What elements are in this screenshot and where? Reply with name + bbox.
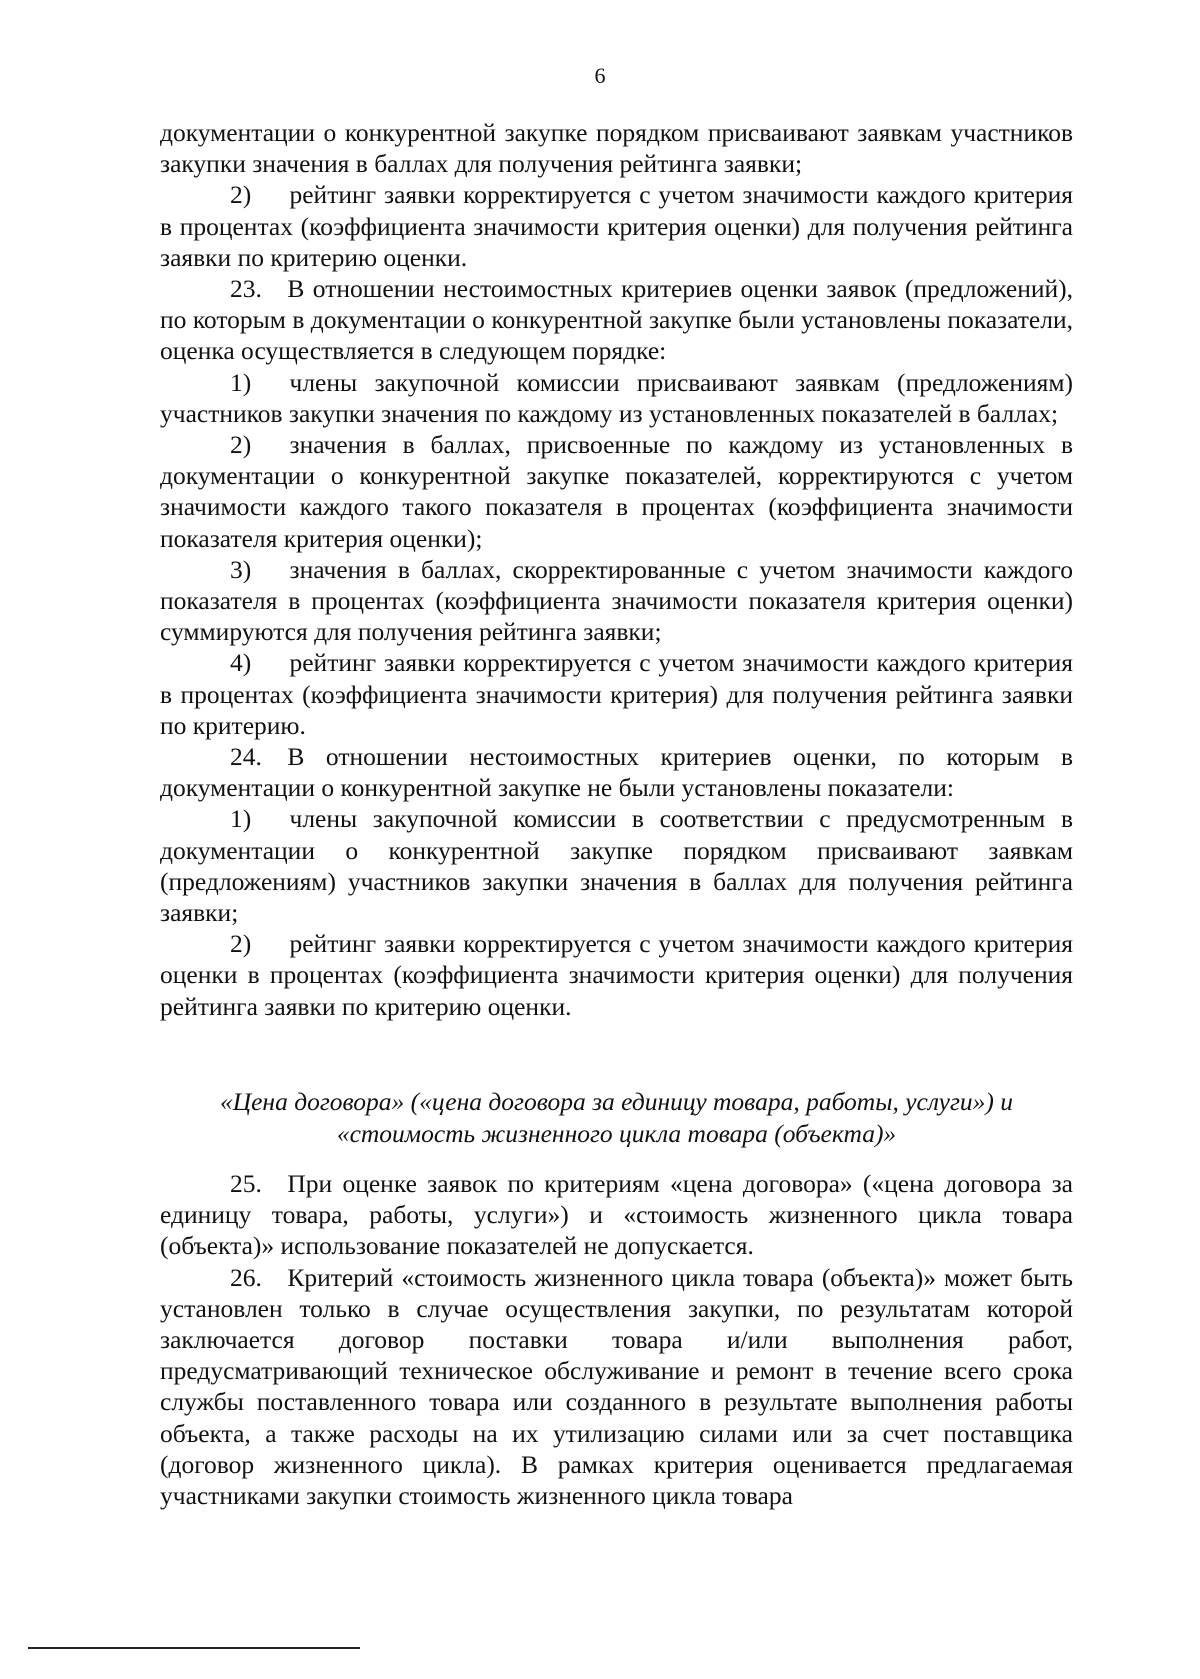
body-text-top: [160, 117, 1073, 1022]
paragraph-clause-25: 25. При оценке заявок по критериям «цена договора» («цена договора за единицу товара, работы, услуги») и «стоимость жизненного цикла товара (объекта)» использование показателей не допускается.: [160, 1169, 1073, 1261]
paragraph-item: 1) члены закупочной комиссии в соответствии с предусмотренным в документации о конкурентной закупке порядком присваивают заявкам (предложениям) участников закупки значения в баллах для получения рейтинга заявки;: [160, 804, 1073, 928]
paragraph-clause-26: 26. Критерий «стоимость жизненного цикла товара (объекта)» может быть установлен только в случае осуществления закупки, по результатам которой заключается договор поставки товара и/или выполнения работ, предусматривающий техническое обслуживание и ремонт в течение всего срока службы поставленного товара или созданного в результате выполнения работы объекта, а также расходы на их утилизацию силами или за счет поставщика (договор жизненного цикла). В рамках критерия оценивается предлагаемая участниками закупки стоимость жизненного цикла товара: [160, 1262, 1073, 1511]
footnote-divider: [28, 1647, 360, 1649]
paragraph-item: 3) значения в баллах, скорректированные с учетом значимости каждого показателя в процентах (коэффициента значимости показателя критерия оценки) суммируются для получения рейтинга заявки;: [160, 554, 1073, 647]
page-number: 6: [594, 63, 606, 88]
paragraph-clause-24: 24. В отношении нестоимостных критериев оценки, по которым в документации о конкурентной закупке не были установлены показатели:: [160, 742, 1073, 803]
paragraph-item: 1) члены закупочной комиссии присваивают заявкам (предложениям) участников закупки значения по каждому из установленных показателей в баллах;: [160, 367, 1073, 428]
paragraph-item: 2) рейтинг заявки корректируется с учетом значимости каждого критерия оценки в процентах (коэффициента значимости критерия оценки) для получения рейтинга заявки по критерию оценки.: [160, 929, 1073, 1021]
paragraph-item: 4) рейтинг заявки корректируется с учетом значимости каждого критерия в процентах (коэффициента значимости критерия) для получения рейтинга заявки по критерию.: [160, 648, 1073, 740]
section-heading: [160, 1086, 1073, 1150]
body-text-bottom: [160, 1168, 1073, 1511]
paragraph-continuation: документации о конкурентной закупке порядком присваивают заявкам участников закупки значения в баллах для получения рейтинга заявки;: [160, 118, 1073, 179]
section-heading-line: «стоимость жизненного цикла товара (объекта)»: [336, 1119, 897, 1148]
section-heading-line: «Цена договора» («цена договора за единицу товара, работы, услуги») и: [219, 1087, 1014, 1116]
paragraph-item: 2) рейтинг заявки корректируется с учетом значимости каждого критерия в процентах (коэффициента значимости критерия оценки) для получения рейтинга заявки по критерию оценки.: [160, 180, 1073, 272]
paragraph-clause-23: 23. В отношении нестоимостных критериев оценки заявок (предложений), по которым в документации о конкурентной закупке были установлены показатели, оценка осуществляется в следующем порядке:: [160, 274, 1073, 366]
paragraph-item: 2) значения в баллах, присвоенные по каждому из установленных в документации о конкурентной закупке показателей, корректируются с учетом значимости каждого такого показателя в процентах (коэффициента значимости показателя критерия оценки);: [160, 430, 1073, 553]
